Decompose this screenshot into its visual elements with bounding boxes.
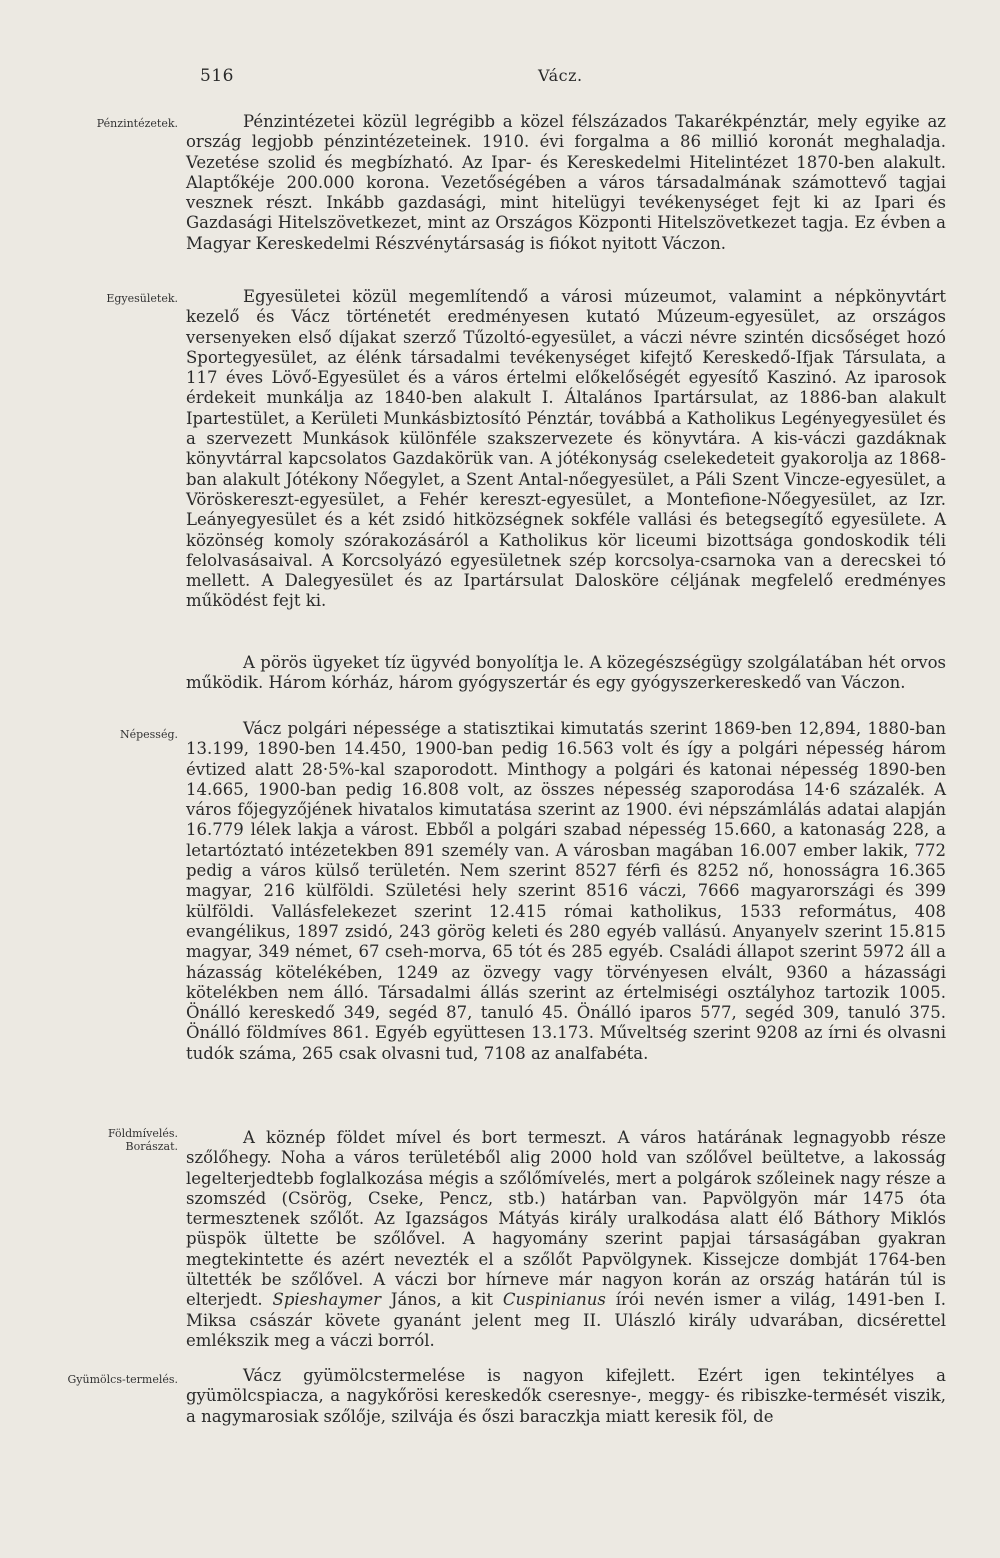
running-title: Vácz. [538,66,583,85]
paragraph-foldmiveles-text-c: írói nevén ismer a világ, 1491-ben I. Miksa császár követe gyanánt jelent meg II. Ulászló király udvarában, dicsérettel emlékszik meg a váczi borról. [186,1290,946,1350]
italic-name-spieshaymer: Spieshaymer [272,1290,381,1310]
paragraph-egyesuletek: Egyesületei közül megemlítendő a városi múzeumot, valamint a népkönyvtárt kezelő és Vácz történetét eredményesen kutató Múzeum-egyesület, az országos versenyeken első díjakat szerző Tűzoltó-egyesület, a váczi névre szintén dicsőséget hozó Sportegyesület, az élénk társadalmi tevékenységet kifejtő Kereskedő-Ifjak Társulata, a 117 éves Lövő-Egyesület és a város értelmi előkelőségét egyesítő Kaszinó. Az iparosok érdekeit munkálja az 1840-ben alakult I. Általános Ipartársulat, az 1886-ban alakult Ipartestület, a Kerületi Munkásbiztosító Pénztár, továbbá a Katholikus Legényegyesület és a szervezett Munkások különféle szakszervezete és könyvtára. A kis-váczi gazdáknak könyvtárral kapcsolatos Gazdakörük van. A jótékonyság cselekedeteit gyakorolja az 1868-ban alakult Jótékony Nőegylet, a Szent Antal-nőegyesület, a Páli Szent Vincze-egyesület, a Vöröskereszt-egyesület, a Fehér kereszt-egyesület, a Montefione-Nőegyesület, az Izr. Leányegyesület és a két zsidó hitközségnek sokféle vallási és betegsegítő egyesülete. A közönség komoly szórakozásáról a Katholikus kör liceumi bizottsága gondoskodik téli felolvasásaival. A Korcsolyázó egyesületnek szép korcsolya-csarnoka van a derecskei tó mellett. A Dalegyesület és az Ipartársulat Dalosköre céljának megfelelő eredményes működést fejt ki. [186,287,946,611]
margin-note-foldmiveles: Földmívelés. Borászat. [107,1127,178,1153]
paragraph-gyumolcstermeles: Vácz gyümölcstermelése is nagyon kifejlett. Ezért igen tekintélyes a gyümölcspiacza, a nagykőrösi kereskedők cseresnye-, meggy- és ribiszke-termését viszik, a nagymarosiak szőlője, szilvája és őszi baraczkja miatt keresik föl, de [186,1366,946,1426]
margin-note-penzintezetek: Pénzintézetek. [96,117,178,130]
paragraph-ugyvedek: A pörös ügyeket tíz ügyvéd bonyolítja le. A közegészségügy szolgálatában hét orvos működik. Három kórház, három gyógyszertár és egy gyógyszerkereskedő van Váczon. [186,653,946,693]
paragraph-foldmiveles [186,1128,946,1351]
margin-note-egyesuletek: Egyesületek. [106,292,178,305]
paragraph-foldmiveles-text-b: János, a kit [380,1290,503,1310]
paragraph-foldmiveles-text-a: A köznép földet mível és bort termeszt. A város határának legnagyobb része szőlőhegy. Noha a város területéből alig 2000 hold van szőlővel beültetve, a lakosság legelterjedtebb foglalkozása mégis a szőlőmívelés, mert a polgárok szőleinek nagy része a szomszéd (Csörög, Cseke, Pencz, stb.) határban van. Papvölgyön már 1475 óta termesztenek szőlőt. Az Igazságos Mátyás király uralkodása alatt élő Báthory Miklós püspök ültette be szőlővel. A hagyomány szerint papjai társaságában gyakran megtekintette és azért nevezték el a szőlőt Papvölgynek. Kissejcze dombját 1764-ben ültették be szőlővel. A váczi bor hírneve már nagyon korán az ország határán túl is elterjedt. [186,1128,946,1310]
page-number: 516 [200,66,234,86]
paragraph-penzintezetek: Pénzintézetei közül legrégibb a közel félszázados Takarékpénztár, mely egyike az ország legjobb pénzintézeteinek. 1910. évi forgalma a 86 millió koronát meghaladja. Vezetése szolid és megbízható. Az Ipar- és Kereskedelmi Hitelintézet 1870-ben alakult. Alaptőkéje 200.000 korona. Vezetőségében a város társadalmának számottevő tagjai vesznek részt. Inkább gazdasági, mint hitelügyi tevékenységet fejt ki az Ipari és Gazdasági Hitelszövetkezet, mint az Országos Központi Hitelszövetkezet tagja. Ez évben a Magyar Kereskedelmi Részvénytársaság is fiókot nyitott Váczon. [186,112,946,253]
margin-note-gyumolcstermeles: Gyümölcs-termelés. [67,1373,178,1386]
italic-name-cuspinianus: Cuspinianus [502,1290,606,1310]
margin-note-nepesseg: Népesség. [119,728,178,741]
paragraph-nepesseg: Vácz polgári népessége a statisztikai kimutatás szerint 1869-ben 12,894, 1880-ban 13.199, 1890-ben 14.450, 1900-ban pedig 16.563 volt és így a polgári népesség három évtized alatt 28·5%-kal szaporodott. Minthogy a polgári és katonai népesség 1890-ben 14.665, 1900-ban pedig 16.808 volt, az összes népesség szaporodása 14·6 százalék. A város főjegyzőjének hivatalos kimutatása szerint az 1900. évi népszámlálás adatai alapján 16.779 lélek lakja a várost. Ebből a polgári szabad népesség 15.660, a katonaság 228, a letartóztató intézetekben 891 személy van. A városban magában 16.007 ember lakik, 772 pedig a város külső területén. Nem szerint 8527 férfi és 8252 nő, honosságra 16.365 magyar, 216 külföldi. Születési hely szerint 8516 váczi, 7666 magyarországi és 399 külföldi. Vallásfelekezet szerint 12.415 római katholikus, 1533 református, 408 evangélikus, 1897 zsidó, 243 görög keleti és 280 egyéb vallású. Anyanyelv szerint 15.815 magyar, 349 német, 67 cseh-morva, 65 tót és 285 egyéb. Családi állapot szerint 5972 áll a házasság kötelékében, 1249 az özvegy vagy törvényesen elvált, 9360 a házassági kötelékben nem álló. Társadalmi állás szerint az értelmiségi osztályhoz tartozik 1005. Önálló kereskedő 349, segéd 87, tanuló 45. Önálló iparos 577, segéd 309, tanuló 375. Önálló földmíves 861. Egyéb együttesen 13.173. Műveltség szerint 9208 az írni és olvasni tudók száma, 265 csak olvasni tud, 7108 az analfabéta. [186,719,946,1063]
